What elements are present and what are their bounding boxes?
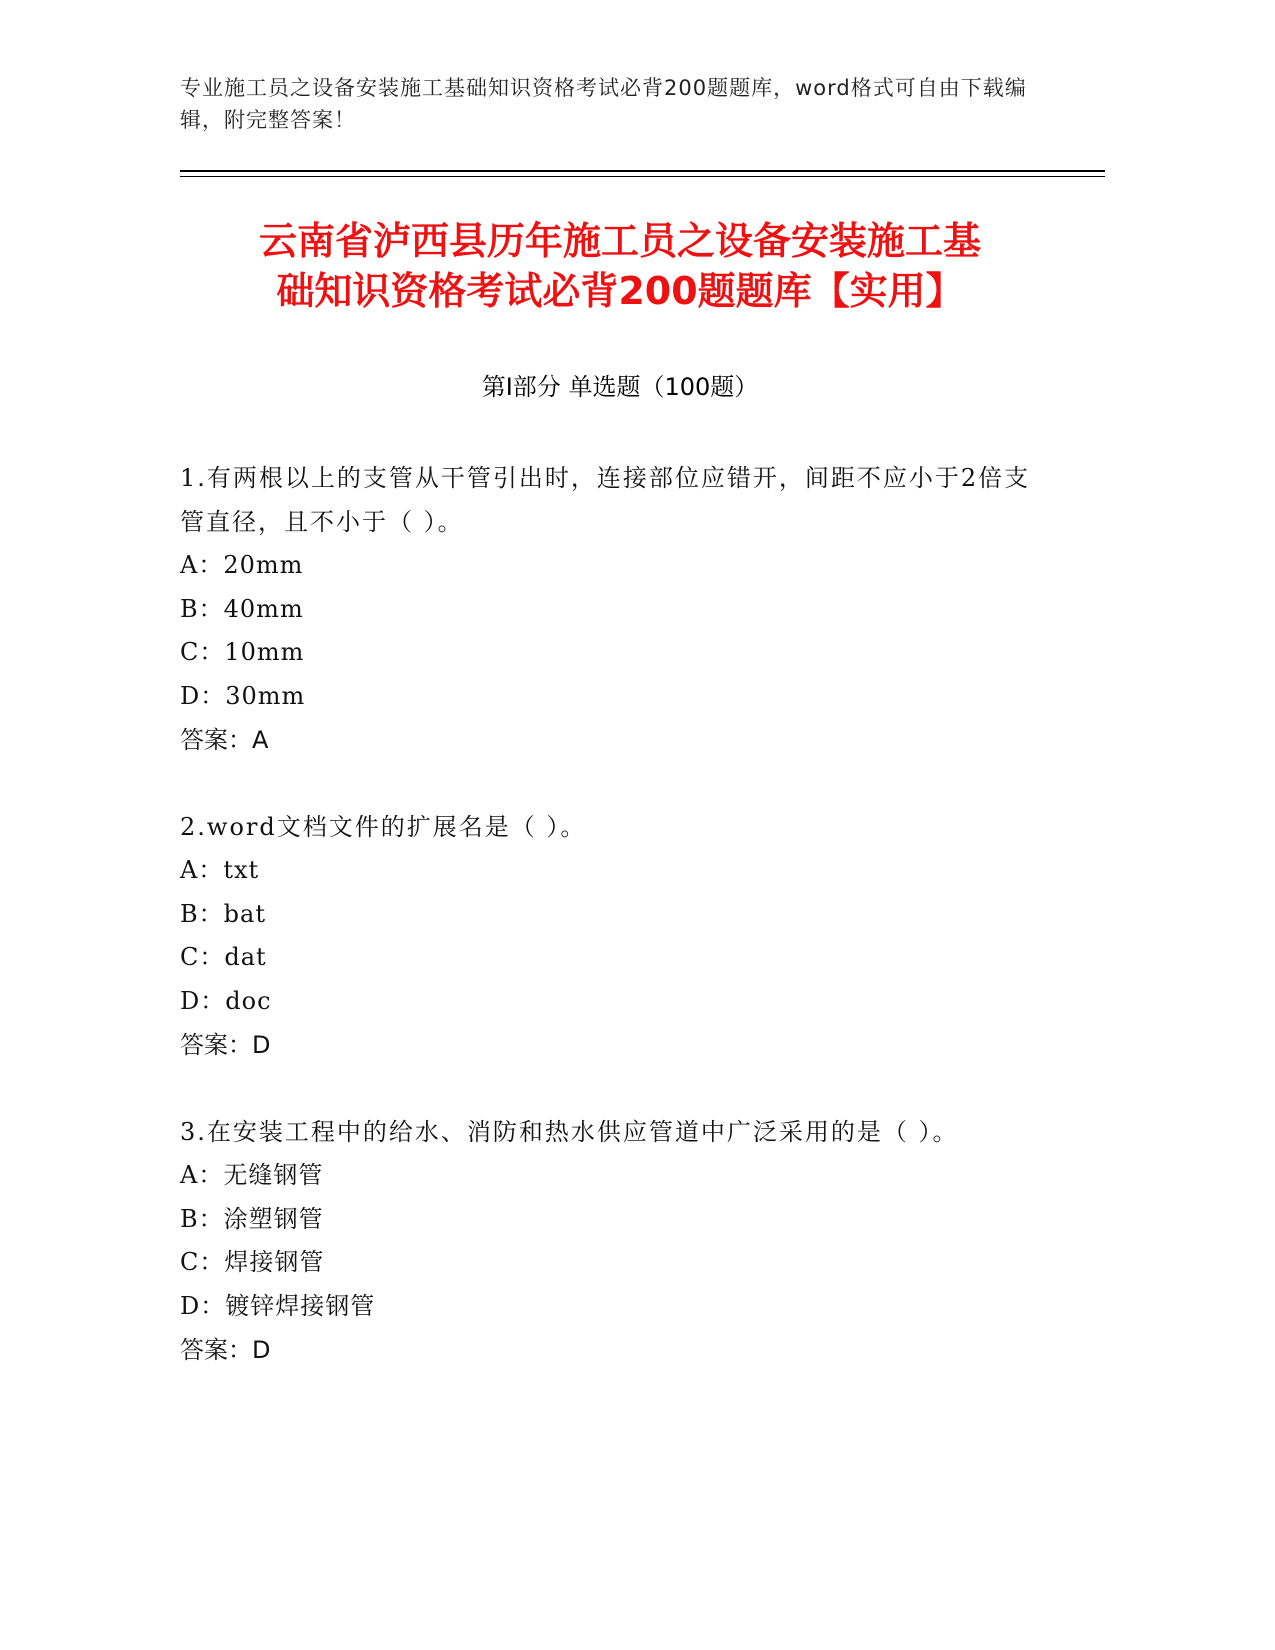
option-c (180, 936, 1080, 980)
option-b (180, 893, 1080, 937)
answer-label: 答案： (180, 726, 252, 754)
option-b (180, 588, 1080, 632)
option-letter: A： (180, 1161, 224, 1189)
question-stem: 2.word文档文件的扩展名是（ ）。 (180, 813, 587, 841)
option-text: doc (225, 986, 272, 1015)
answer-label: 答案： (180, 1031, 252, 1059)
option-a (180, 849, 1080, 893)
header-rule-thin (180, 176, 1105, 177)
option-letter: B： (180, 594, 224, 623)
answer-label: 答案： (180, 1336, 252, 1364)
answer-value: D (252, 1031, 271, 1059)
option-b (180, 1198, 1080, 1242)
option-d (180, 675, 1080, 719)
question-stem: 3.在安装工程中的给水、消防和热水供应管道中广泛采用的是（ ）。 (180, 1118, 959, 1146)
option-text: 10mm (224, 638, 305, 666)
question-stem: 1.有两根以上的支管从干管引出时，连接部位应错开，间距不应小于2倍支管直径，且不小于（ ）。 (180, 464, 1031, 536)
option-text: 焊接钢管 (224, 1248, 325, 1276)
option-a (180, 544, 1080, 588)
option-d (180, 980, 1080, 1024)
option-a (180, 1154, 1080, 1198)
option-text: dat (224, 943, 267, 971)
option-letter: B： (180, 1204, 224, 1233)
option-text: 无缝钢管 (223, 1161, 324, 1189)
answer-line (180, 1328, 1080, 1372)
option-letter: C： (180, 638, 225, 666)
option-letter: D： (180, 681, 226, 710)
option-letter: A： (180, 551, 224, 579)
option-d (180, 1285, 1080, 1329)
option-letter: B： (180, 899, 224, 928)
answer-line (180, 718, 1080, 762)
option-letter: C： (180, 1248, 225, 1276)
option-letter: C： (180, 943, 225, 971)
option-text: 镀锌焊接钢管 (225, 1291, 376, 1320)
title-line-1: 云南省泸西县历年施工员之设备安装施工基 (258, 219, 981, 263)
option-letter: D： (180, 1291, 226, 1320)
option-c (180, 631, 1080, 675)
option-text: 20mm (223, 551, 304, 579)
option-text: txt (223, 856, 260, 884)
header-note: 专业施工员之设备安装施工基础知识资格考试必背200题题库，word格式可自由下载编辑，附完整答案！ (180, 76, 1027, 132)
question-3 (180, 1110, 1080, 1372)
option-text: 涂塑钢管 (223, 1204, 324, 1233)
option-letter: D： (180, 986, 226, 1015)
section-heading: 第I部分 单选题（100题） (481, 373, 759, 401)
question-2 (180, 805, 1080, 1067)
answer-line (180, 1023, 1080, 1067)
header-rule-thick (180, 170, 1105, 172)
question-1 (180, 456, 1080, 762)
option-text: 30mm (225, 681, 306, 710)
option-c (180, 1241, 1080, 1285)
answer-value: D (252, 1336, 271, 1364)
option-text: bat (223, 899, 266, 928)
option-letter: A： (180, 856, 224, 884)
answer-value: A (252, 726, 269, 754)
document-title (180, 216, 1060, 316)
title-line-2: 础知识资格考试必背200题题库【实用】 (276, 269, 964, 313)
option-text: 40mm (223, 594, 304, 623)
